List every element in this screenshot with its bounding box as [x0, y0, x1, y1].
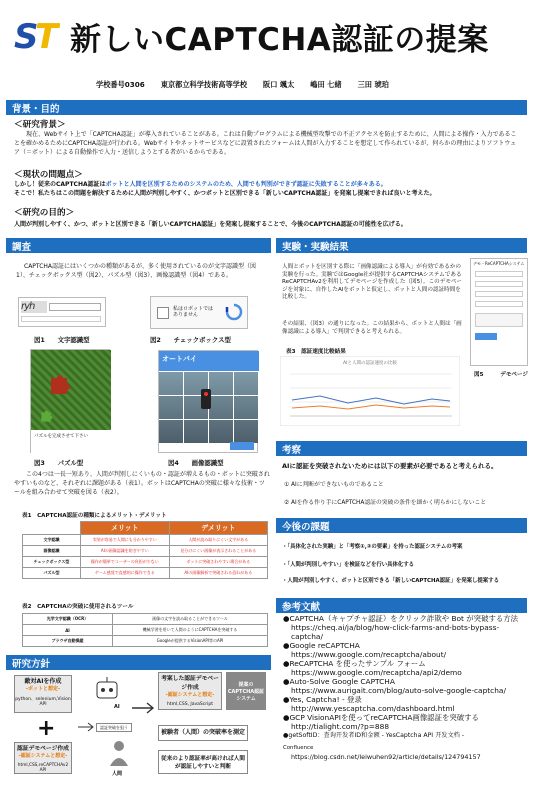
section-survey-heading: 調査	[6, 238, 271, 253]
method-box-title: 敵対AIを作成	[24, 678, 62, 685]
table-cell: 文字認識	[23, 535, 81, 546]
method-box-proposed-system: 提案のCAPTCHA認証システム	[226, 672, 266, 710]
reference-link[interactable]: http://www.yescaptcha.com/dashboard.html	[291, 704, 455, 713]
table-cell: パズル型	[23, 568, 81, 579]
section-references-heading: 参考文献	[276, 598, 527, 613]
arrow-right-icon	[132, 702, 156, 714]
research-background-heading: ＜研究背景＞	[14, 120, 66, 130]
red-light-dot	[204, 392, 208, 396]
method-box-measure: 被験者（人間）の突破率を測定	[158, 725, 248, 741]
method-box-title: 考案した認証デモページ作成	[161, 676, 219, 691]
table-cell: チェックボックス型	[23, 557, 81, 568]
reference-item: ●ReCAPTCHA を使ったサンプル フォーム	[283, 659, 426, 668]
author-2: 嶋田 七緒	[310, 80, 342, 89]
reference-link[interactable]: https://www.aurigait.com/blog/auto-solve-google-captcha/	[291, 686, 506, 695]
approve-label: 認証突破を狙う	[96, 723, 132, 732]
section-background-heading: 背景・目的	[6, 100, 527, 115]
table-row	[23, 546, 268, 557]
speed-comparison-chart	[280, 356, 460, 426]
demo-input-2[interactable]	[475, 281, 523, 287]
table-cell: 見分けにくい画像が表示されることがある	[169, 546, 267, 557]
captcha-input[interactable]	[49, 303, 101, 311]
figure-3-puzzle-captcha	[30, 349, 110, 453]
recaptcha-logo-icon	[225, 303, 243, 321]
captcha-input-2[interactable]	[21, 316, 101, 322]
author-3: 三田 琥珀	[357, 80, 389, 89]
school-name: 東京都立科学技術高等学校	[160, 80, 248, 89]
method-box-judge: 従来のより認証率が高ければ人間が認証しやすいと判断	[158, 750, 248, 774]
section-consideration-heading: 考察	[276, 441, 527, 456]
method-box-tech: html,CSS, JavaScript	[167, 702, 213, 707]
reference-item: ●Yes, Captcha! - 登录	[283, 695, 362, 704]
table-cell: 操作が簡単でユーザーの負担が少ない	[81, 557, 170, 568]
street-image-grid[interactable]	[159, 371, 259, 443]
reference-item: ●GCP VisionAPIを使ってreCAPTCHA画像認証を突破する	[283, 713, 479, 722]
reference-link[interactable]: https://cheq.ai/ja/blog/how-click-farms-and-bots-bypass-captcha/	[291, 623, 500, 641]
table-cell: 画像の文字を読み取ることができるツール	[113, 614, 268, 625]
table-cell: 画像認識	[23, 546, 81, 557]
experiment-text: 人間とボットを区別する際に「画像認識による導入」が有効であるかの実験を行った。実験ではGoogle社が提供するCAPTCHAシステムであるReCAPTCHAv2を利用してデモページを作成した（図5）。このデモページを対象に、自作したAIをボットと仮定し、ボットと人間の認証時間を比較した。	[282, 264, 463, 301]
demo-input-3[interactable]	[475, 291, 523, 297]
puzzle-piece-red-icon	[47, 374, 71, 398]
consideration-lead: AIに認証を突破されないためには以下の要素が必要であると考えられる。	[282, 462, 498, 470]
reference-link[interactable]: https://blog.csdn.net/leiwuhen92/article/details/124794157	[291, 753, 481, 761]
method-box-subtitle: -認証システムと想定-	[18, 753, 68, 759]
references-list	[283, 614, 527, 762]
method-box-tech: python、selenium,Vision API	[15, 697, 71, 707]
table-cell: 実装が容易で人間にも分かりやすい	[81, 535, 170, 546]
author-1: 阪口 颯太	[263, 80, 295, 89]
human-label: 人間	[112, 771, 123, 777]
table-cell: 人間が読み取りにくい文字がある	[169, 535, 267, 546]
table-cell: ゲーム感覚で直感的に操作できる	[81, 568, 170, 579]
puzzle-hint: パズルを完成させて下さい	[31, 430, 111, 454]
method-box-title: 認証デモページ作成	[17, 746, 69, 752]
method-box-adversarial-ai	[14, 675, 72, 713]
school-number: 学校番号0306	[96, 80, 145, 89]
table-row	[23, 535, 268, 546]
purpose-heading: ＜研究の目的＞	[14, 208, 75, 218]
table-cell: AI	[23, 625, 113, 636]
puzzle-piece-green-icon[interactable]	[39, 410, 53, 424]
demo-submit-button[interactable]	[475, 333, 497, 340]
reference-link[interactable]: https://www.google.com/recaptcha/api2/demo	[291, 668, 462, 677]
demo-recaptcha-box[interactable]	[475, 313, 523, 327]
figure-5-caption: 図5 デモページ	[474, 372, 529, 378]
method-box-proposed-demo	[158, 672, 222, 710]
table-2-caption: 表2 CAPTCHAの突破に使用されるツール	[22, 604, 134, 610]
reference-item: ●CAPTCHA（キャプチャ認証）をクリック詐欺や Bot が突破する方法	[283, 614, 519, 623]
reference-item-cont: Confluence	[283, 745, 314, 751]
svg-text:S: S	[14, 17, 39, 54]
reference-link[interactable]: https://www.google.com/recaptcha/about/	[291, 650, 447, 659]
problem-text-a: しかし！従来のCAPTCHA認証は	[14, 181, 106, 188]
figure-1-caption: 図1 文字認識型	[34, 336, 90, 344]
future-item-2: ・「人間が判別しやすい」を検証などを行い具体化する	[282, 562, 415, 568]
future-item-3: ・人間が判別しやすく、ボットと区別できる「新しいCAPTCHA認証」を発案し提案する	[282, 578, 499, 584]
method-box-demo-page	[14, 742, 72, 774]
figure-5-demo-page	[470, 258, 528, 366]
problem-text-b: ボットと人間を区別するためのシステムのため、人間でも判別ができず認証に失敗することが多々ある。	[105, 181, 387, 188]
table-cell: AIの画像認識を防ぎやすい	[81, 546, 170, 557]
table-1-demerit-header: デメリット	[169, 522, 267, 535]
reference-link[interactable]: http://tialight.com/?p=888	[291, 722, 390, 731]
reference-item: ●getSoftID：查询开发者ID和金额 - YesCaptcha API 开发文档 -	[283, 732, 465, 739]
future-item-1: ・「具体化された実験」と「考察①,②の要素」を持った認証システムの考案	[282, 544, 463, 550]
table-row	[23, 568, 268, 579]
demo-input-1[interactable]	[475, 271, 523, 277]
robot-checkbox-label: 私はロボットではありません	[173, 306, 214, 318]
method-box-subtitle: -認証システムと想定-	[165, 692, 215, 698]
demo-page-title: デモ・ReCAPTCHAシステム	[473, 261, 525, 266]
demo-input-4[interactable]	[475, 301, 523, 307]
svg-text:T: T	[35, 17, 59, 54]
table-cell: 機械学習を用いて人間のようにCAPTCHAを突破する	[113, 625, 268, 636]
table-1	[22, 521, 268, 579]
reference-item: ●Auto-Solve Google CAPTCHA	[283, 677, 395, 686]
problem-text	[14, 180, 522, 198]
consideration-item-2: ② AIを作る作り手にCAPTCHA認証の突破の条件を細かく明らかにしないこと	[284, 500, 487, 506]
section-method-heading: 研究方針	[6, 655, 271, 670]
table-3-caption: 表3 認証速度比較結果	[286, 349, 346, 355]
table-row	[23, 557, 268, 568]
figure-3-caption: 図3 パズル型	[34, 459, 84, 467]
table-cell: AIの画像解析で突破される恐れがある	[169, 568, 267, 579]
table-cell: 光学文字認識（OCR）	[23, 614, 113, 625]
experiment-result-text: その結果、（図3）の通りになった。この結果から、ボットと人間は「画像認識による導入」で判別できると考えられる。	[282, 321, 462, 335]
table-cell: Googleが提供するVisionAPI等のAPI	[113, 636, 268, 647]
arrow-right-icon	[78, 722, 96, 732]
method-box-subtitle: -ボットと想定-	[25, 686, 61, 692]
table-1-merit-header: メリット	[81, 522, 170, 535]
survey-discussion-text: この4つは一長一短あり、人間が判別しにくいもの・認証が増えるもの・ボットに突破されやすいものなど、それぞれに課題がある（表1）。ボットはCAPTCHAの突破に様々な技術・ツールを組み合わせて突破を図る（表2）。	[14, 471, 270, 496]
problem-heading: ＜現状の問題点＞	[14, 170, 83, 180]
figure-2-caption: 図2 チェックボックス型	[150, 336, 231, 344]
figure-4-image-captcha	[158, 350, 258, 453]
verify-button[interactable]	[230, 442, 254, 450]
consideration-item-1: ① AIに判断ができないものであること	[284, 482, 384, 488]
research-background-text: 現在、Webサイト上で「CAPTCHA認証」が導入されていることがある。これは自動プログラムによる機械型攻撃での不正アクセスを防止するために、人間による操作・入力であることを確かめるためにCAPTCHA認証が行われる。Webサイトやネットサービスなどに設置されたフォームは人間が入力することを想定して作られているが、何らかの理由によりソフトウェア（＝ボット）による自動操作で入力・送信しようとする者がいるからである。	[14, 131, 517, 156]
table-2	[22, 613, 268, 647]
poster-title: 新しいCAPTCHA認証の提案	[70, 22, 489, 58]
person-icon	[108, 740, 130, 768]
figure-4-caption: 図4 画像認識型	[168, 459, 224, 467]
robot-checkbox[interactable]	[157, 307, 169, 319]
table-row	[23, 636, 268, 647]
table-row	[23, 614, 268, 625]
distorted-text-image: ryh	[21, 301, 47, 313]
section-future-heading: 今後の課題	[276, 518, 527, 533]
image-captcha-prompt: オートバイ	[159, 351, 259, 371]
plus-icon: +	[37, 716, 56, 741]
st-logo	[14, 16, 60, 54]
table-1-corner	[23, 522, 81, 535]
figure-1-text-captcha	[18, 297, 106, 327]
purpose-text: 人間が判別しやすく、かつ、ボットと区別できる「新しいCAPTCHA認証」を発案し提案することで、今後のCAPTCHA認証の可能性を広げる。	[14, 221, 407, 228]
table-row	[23, 625, 268, 636]
reference-item: ●Google reCAPTCHA	[283, 641, 360, 650]
method-box-tech: html,CSS,reCAPTCHAv2 API	[17, 763, 69, 773]
table-cell: ブラウザ自動操縦	[23, 636, 113, 647]
problem-text-c: そこで！私たちはこの問題を解決するために人間が判別しやすく、かつボットと区別できる「新しいCAPTCHA認証」を発案し提案できれば良いと考えた。	[14, 190, 436, 197]
survey-intro-text: CAPTCHA認証にはいくつかの種類があるが、多く使用されているのが文字認識型（図1）、チェックボックス型（図2）、パズル型（図3）、画像認識型（図4）である。	[16, 263, 257, 279]
chart-title: AIと人間の認証速度の比較	[343, 361, 397, 366]
section-experiment-heading: 実験・実験結果	[276, 238, 527, 253]
author-line	[96, 80, 389, 90]
figure-2-checkbox-captcha	[150, 296, 248, 329]
robot-icon	[92, 676, 122, 704]
table-1-caption: 表1 CAPTCHA認証の種類によるメリット・デメリット	[22, 513, 167, 519]
ai-label: AI	[114, 704, 120, 710]
table-cell: ボットに突破されやすい場合がある	[169, 557, 267, 568]
